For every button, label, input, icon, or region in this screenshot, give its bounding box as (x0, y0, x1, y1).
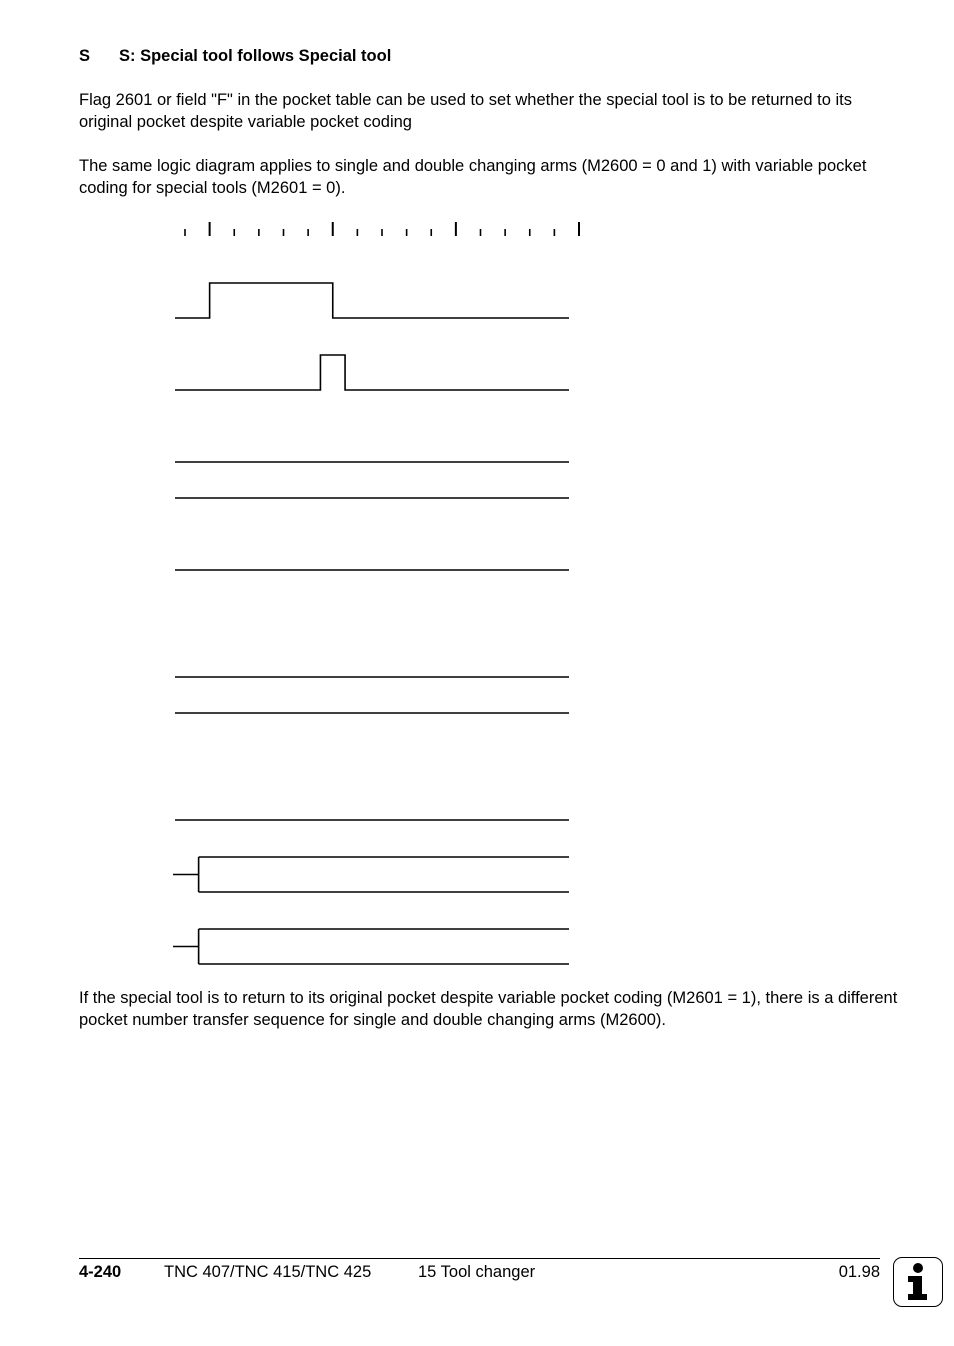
paragraph-logic-diagram: The same logic diagram applies to single and double changing arms (M2600 = 0 and 1) with variable pocket coding for special tools (M2601 = 0). (79, 157, 867, 197)
signal-bus-trace (173, 857, 569, 892)
footer-page-number: 4-240 (79, 1263, 122, 1281)
footer-rule (79, 1258, 880, 1259)
section-label: S (79, 47, 91, 65)
footer-date: 01.98 (838, 1263, 880, 1281)
section-title: S: Special tool follows Special tool (119, 47, 392, 65)
paragraph-flag-2601: Flag 2601 or field "F" in the pocket table can be used to set whether the special tool is to be returned to its original pocket despite variable pocket coding (79, 91, 853, 131)
footer-chapter: 15 Tool changer (418, 1263, 536, 1281)
footer-model: TNC 407/TNC 415/TNC 425 (164, 1263, 372, 1281)
signal-trace (175, 355, 569, 390)
paragraph-original-pocket: If the special tool is to return to its original pocket despite variable pocket coding (M2601 = 1), there is a different pocket number transfer sequence for single and double changing arms (M2600). (79, 989, 898, 1029)
info-icon (893, 1257, 943, 1307)
signal-trace (175, 283, 569, 318)
signal-bus-trace (173, 929, 569, 964)
